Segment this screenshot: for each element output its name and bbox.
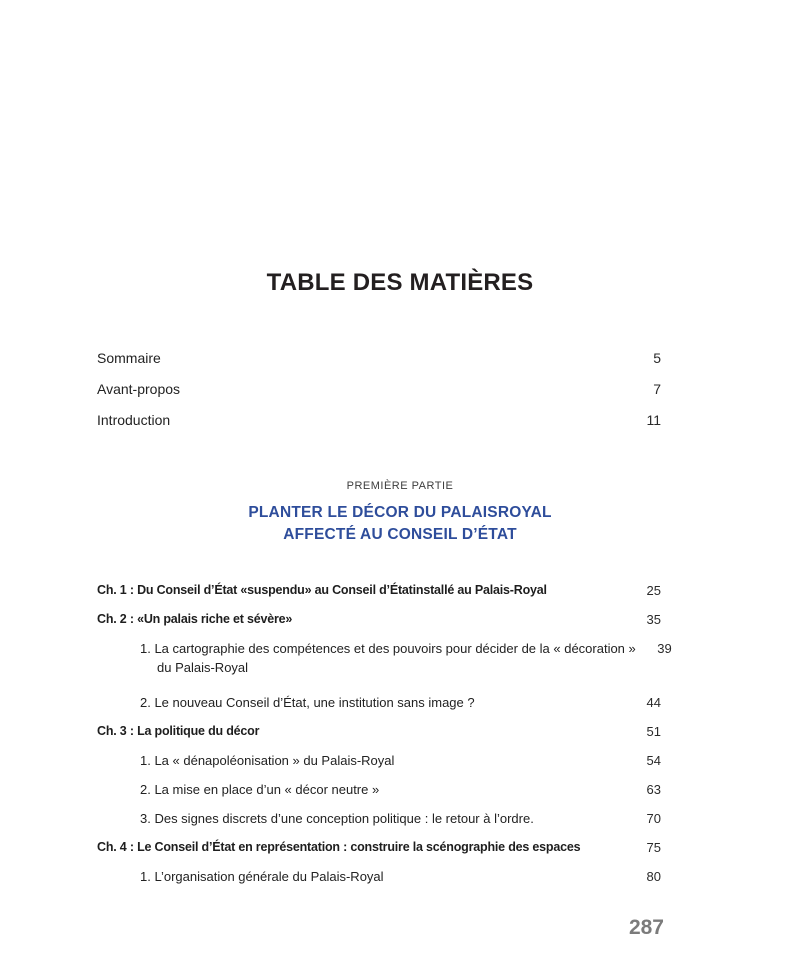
toc-front-entry bbox=[97, 350, 661, 366]
entry-page-number: 70 bbox=[646, 811, 661, 826]
toc-entry-sub bbox=[97, 809, 661, 828]
entry-page-number: 54 bbox=[646, 753, 661, 768]
entry-label: Introduction bbox=[97, 412, 171, 428]
entry-label: 2. Le nouveau Conseil d’État, une institution sans image ? bbox=[140, 695, 475, 710]
toc-front-entry bbox=[97, 381, 661, 397]
entry-page-number: 11 bbox=[646, 412, 661, 428]
entry-label: Ch. 4 : Le Conseil d’État en représentation : construire la scénographie des espaces bbox=[97, 840, 581, 854]
toc-entry-sub bbox=[97, 780, 661, 799]
part-kicker: PREMIÈRE PARTIE bbox=[346, 480, 454, 492]
part-title-line2: AFFECTÉ AU CONSEIL D’ÉTAT bbox=[283, 526, 517, 543]
entry-label-line1: 1. La cartographie des compétences et des pouvoirs pour décider de la « décoration » bbox=[140, 641, 636, 656]
part-heading bbox=[0, 480, 800, 546]
entry-page-number: 44 bbox=[646, 695, 661, 710]
entry-label: Ch. 1 : Du Conseil d’État «suspendu» au Conseil d’Étatinstallé au Palais-Royal bbox=[97, 583, 547, 597]
toc-list bbox=[97, 581, 672, 896]
entry-label: Avant-propos bbox=[97, 381, 181, 397]
entry-label: 1. La « dénapoléonisation » du Palais-Royal bbox=[140, 753, 395, 768]
entry-page-number: 7 bbox=[653, 381, 661, 397]
entry-label: 1. L’organisation générale du Palais-Royal bbox=[140, 869, 384, 884]
entry-page-number: 80 bbox=[646, 869, 661, 884]
page-title: TABLE DES MATIÈRES bbox=[266, 269, 534, 296]
entry-page-number: 25 bbox=[646, 583, 661, 598]
part-title bbox=[0, 502, 800, 546]
entry-label: 2. La mise en place d’un « décor neutre » bbox=[140, 782, 380, 797]
entry-page-number: 39 bbox=[657, 641, 672, 656]
entry-label-line2: du Palais-Royal bbox=[157, 660, 249, 675]
toc-entry-sub bbox=[97, 867, 661, 886]
toc-entry-chapter bbox=[97, 838, 661, 857]
toc-entry-chapter bbox=[97, 581, 661, 600]
entry-page-number: 35 bbox=[646, 612, 661, 627]
entry-label: 3. Des signes discrets d’une conception politique : le retour à l’ordre. bbox=[140, 811, 534, 826]
entry-label: Ch. 3 : La politique du décor bbox=[97, 724, 260, 738]
part-title-line1: PLANTER LE DÉCOR DU PALAISROYAL bbox=[248, 504, 552, 521]
front-matter-list bbox=[97, 350, 661, 443]
entry-label bbox=[140, 639, 636, 677]
entry-label: Ch. 2 : «Un palais riche et sévère» bbox=[97, 612, 293, 626]
toc-entry-chapter bbox=[97, 610, 661, 629]
entry-page-number: 5 bbox=[653, 350, 661, 366]
folio-page-number: 287 bbox=[628, 916, 664, 939]
entry-page-number: 75 bbox=[646, 840, 661, 855]
entry-page-number: 63 bbox=[646, 782, 661, 797]
toc-entry-sub bbox=[97, 639, 672, 677]
toc-front-entry bbox=[97, 412, 661, 428]
entry-page-number: 51 bbox=[646, 724, 661, 739]
entry-label: Sommaire bbox=[97, 350, 161, 366]
toc-entry-sub bbox=[97, 693, 661, 712]
toc-entry-sub bbox=[97, 751, 661, 770]
toc-entry-chapter bbox=[97, 722, 661, 741]
